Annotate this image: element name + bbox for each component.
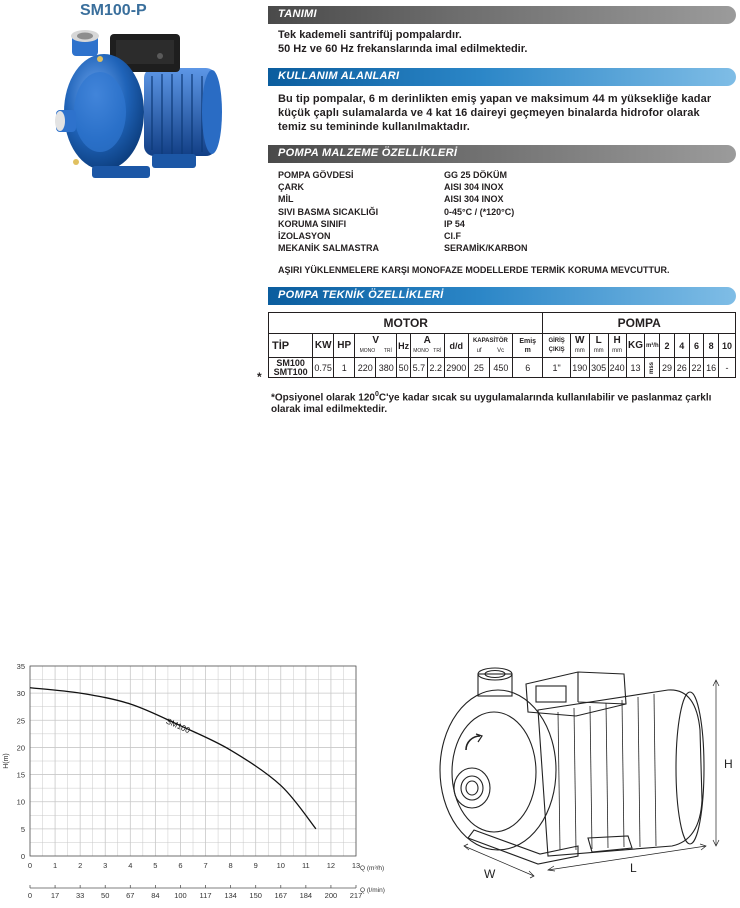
cell-q10: - <box>719 358 736 378</box>
spec-key: ÇARK <box>278 182 304 193</box>
spec-key: MİL <box>278 194 294 205</box>
col-kap-vc: Vc <box>497 347 505 354</box>
thermal-protection-warning: AŞIRI YÜKLENMELERE KARŞI MONOFAZE MODELLERDE TERMİK KORUMA MEVCUTTUR. <box>278 265 670 275</box>
y-tick-label: 35 <box>16 662 25 671</box>
col-giris-label: GİRİŞ <box>548 337 565 344</box>
col-v-label: V <box>372 334 380 346</box>
cell-giris: 1" <box>543 358 570 378</box>
col-w-label: W <box>575 334 585 346</box>
spec-value: AISI 304 INOX <box>444 194 504 205</box>
col-v-mono: MONO <box>359 347 376 354</box>
cell-tip <box>269 358 313 378</box>
cell-tip-mono: SM100 <box>276 357 305 368</box>
col-a-mono: MONO <box>413 347 429 354</box>
cell-mss <box>645 358 660 378</box>
cell-tip-tri: SMT100 <box>273 366 308 377</box>
x2-tick-label: 150 <box>249 891 262 900</box>
spec-row <box>278 242 528 254</box>
cell-kw: 0.75 <box>313 358 334 378</box>
kullanim-line: küçük çaplı sulamalarda ve 4 kat 16 daireyi geçmeyen binalarda hidrofor olarak <box>278 107 700 119</box>
y-tick-label: 5 <box>20 824 25 834</box>
material-spec-list <box>278 169 528 254</box>
note-degree: 0 <box>374 391 379 398</box>
cell-kg: 13 <box>626 358 645 378</box>
curve-label: SM100 <box>164 716 192 736</box>
x2-tick-label: 117 <box>199 891 212 900</box>
spec-key: KORUMA SINIFI <box>278 218 347 229</box>
cell-emis: 6 <box>512 358 543 378</box>
cell-hz: 50 <box>397 358 411 378</box>
section-bar-malzeme <box>268 145 736 163</box>
optional-note <box>271 389 731 416</box>
x-tick-label: 12 <box>326 861 336 870</box>
col-flow-2: 2 <box>660 334 675 358</box>
spec-row <box>278 181 528 193</box>
cell-vc: 450 <box>489 358 512 378</box>
cell-h: 240 <box>608 358 626 378</box>
col-h-unit: mm <box>612 347 623 354</box>
y-tick-label: 30 <box>16 689 25 699</box>
dim-label-l: L <box>630 861 637 875</box>
y-axis-label: H(m) <box>3 753 10 769</box>
x2-tick-label: 100 <box>174 891 187 900</box>
x2-axis-label: Q (l/min) <box>360 887 385 894</box>
table-star-mark: * <box>257 370 262 384</box>
dim-label-w: W <box>484 867 496 881</box>
series-line-sm100 <box>30 688 316 829</box>
x2-tick-label: 217 <box>349 891 363 900</box>
spec-key: POMPA GÖVDESİ <box>278 170 354 180</box>
cell-dd: 2900 <box>444 358 468 378</box>
x2-tick-label: 0 <box>27 891 33 900</box>
group-motor: MOTOR <box>269 313 543 334</box>
section-bar-tanimi <box>268 6 736 24</box>
kullanim-text <box>278 92 738 134</box>
x-tick-label: 0 <box>27 861 33 870</box>
col-cikis-label: ÇIKIŞ <box>548 346 565 353</box>
col-a <box>410 334 444 358</box>
col-flow-unit: m³/h <box>645 334 660 358</box>
spec-row <box>278 206 528 218</box>
x2-tick-label: 200 <box>324 891 338 900</box>
spec-value: IP 54 <box>444 218 465 229</box>
cell-q8: 16 <box>704 358 719 378</box>
x-tick-label: 1 <box>52 861 58 870</box>
x2-tick-label: 167 <box>274 891 288 900</box>
spec-value: 0-45°C / (*120°C) <box>444 206 515 217</box>
cell-a-tri: 2.2 <box>427 358 444 378</box>
col-a-tri: TRİ <box>433 347 442 354</box>
kullanim-line: temiz su temininde kullanılmaktadır. <box>278 121 470 133</box>
cell-q6: 22 <box>689 358 704 378</box>
cell-hp: 1 <box>334 358 355 378</box>
x-tick-label: 13 <box>351 861 361 870</box>
spec-key: SIVI BASMA SICAKLIĞI <box>278 206 379 217</box>
x-axis-label: Q (m³/h) <box>360 865 385 872</box>
col-l-label: L <box>595 334 602 346</box>
x-tick-label: 2 <box>78 861 83 870</box>
section-title-malzeme: POMPA MALZEME ÖZELLİKLERİ <box>278 147 458 159</box>
cell-q4: 26 <box>674 358 689 378</box>
pump-photo <box>52 26 222 194</box>
x-tick-label: 8 <box>228 861 233 870</box>
spec-row <box>278 169 528 181</box>
group-pompa: POMPA <box>543 313 736 334</box>
spec-value: Cl.F <box>444 230 461 241</box>
tanimi-text <box>278 28 527 56</box>
col-dd: d/d <box>444 334 468 358</box>
x-tick-label: 6 <box>178 861 183 870</box>
x2-tick-label: 67 <box>126 891 135 900</box>
col-kap-uf: uf <box>476 347 482 354</box>
col-emis <box>512 334 543 358</box>
col-kg: KG <box>626 334 645 358</box>
x2-tick-label: 134 <box>224 891 237 900</box>
cell-mss-label: mss <box>649 361 656 374</box>
x-tick-label: 7 <box>203 861 208 870</box>
cell-w: 190 <box>570 358 589 378</box>
x-tick-label: 4 <box>128 861 133 870</box>
col-l <box>589 334 608 358</box>
col-kapasitor-label: KAPASİTÖR <box>472 337 508 344</box>
col-hp: HP <box>334 334 355 358</box>
col-emis-label: Emiş <box>519 337 537 345</box>
kullanim-line: Bu tip pompalar, 6 m derinlikten emiş yapan ve maksimum 44 m yüksekliğe kadar <box>278 93 712 105</box>
col-w-unit: mm <box>574 347 585 354</box>
section-title-kullanim: KULLANIM ALANLARI <box>278 70 400 82</box>
cell-l: 305 <box>589 358 608 378</box>
cell-v-tri: 380 <box>376 358 397 378</box>
x2-tick-label: 84 <box>151 891 160 900</box>
cell-a-mono: 5.7 <box>410 358 427 378</box>
col-v-tri: TRİ <box>383 347 392 354</box>
y-tick-label: 15 <box>16 770 25 780</box>
tanimi-line: 50 Hz ve 60 Hz frekanslarında imal edilmektedir. <box>278 43 528 55</box>
technical-spec-table <box>268 312 736 378</box>
performance-curve-chart <box>0 656 400 908</box>
spec-row <box>278 218 528 230</box>
col-a-label: A <box>423 334 431 346</box>
x-tick-label: 5 <box>153 861 158 870</box>
dimension-drawing <box>428 650 740 890</box>
col-giris <box>543 334 570 358</box>
x-tick-label: 11 <box>301 861 310 870</box>
model-title: SM100-P <box>80 2 147 19</box>
y-tick-label: 10 <box>16 797 25 807</box>
spec-value: AISI 304 INOX <box>444 182 504 193</box>
section-title-tanimi: TANIMI <box>278 8 317 20</box>
x2-tick-label: 17 <box>50 891 60 900</box>
cell-uf: 25 <box>468 358 489 378</box>
col-h-label: H <box>613 334 621 346</box>
col-flow-8: 8 <box>704 334 719 358</box>
col-w <box>570 334 589 358</box>
section-bar-teknik <box>268 287 736 305</box>
tanimi-line: Tek kademeli santrifüj pompalardır. <box>278 29 462 41</box>
spec-key: MEKANİK SALMASTRA <box>278 243 379 254</box>
section-bar-kullanim <box>268 68 736 86</box>
col-h <box>608 334 626 358</box>
x2-tick-label: 33 <box>75 891 85 900</box>
note-pre: *Opsiyonel olarak 120 <box>271 392 375 404</box>
col-flow-4: 4 <box>674 334 689 358</box>
dim-label-h: H <box>724 757 733 771</box>
col-flow-6: 6 <box>689 334 704 358</box>
x2-tick-label: 184 <box>299 891 313 900</box>
col-l-unit: mm <box>593 347 604 354</box>
y-tick-label: 25 <box>16 716 25 726</box>
col-tip: TİP <box>269 334 313 358</box>
x-tick-label: 10 <box>276 861 285 870</box>
col-kw: KW <box>313 334 334 358</box>
col-v <box>355 334 397 358</box>
spec-row <box>278 193 528 205</box>
col-kapasitor <box>468 334 512 358</box>
col-emis-unit: m <box>524 346 531 354</box>
cell-q2: 29 <box>660 358 675 378</box>
note-post: C'ye kadar sıcak su uygulamalarında kullanılabilir ve paslanmaz çarklı olarak imal edilmektedir. <box>271 392 712 416</box>
spec-value: SERAMİK/KARBON <box>444 243 528 254</box>
section-title-teknik: POMPA TEKNİK ÖZELLİKLERİ <box>278 289 444 301</box>
col-flow-10: 10 <box>719 334 736 358</box>
spec-value: GG 25 DÖKÜM <box>444 170 508 180</box>
spec-key: İZOLASYON <box>278 230 331 241</box>
x2-tick-label: 50 <box>101 891 110 900</box>
y-tick-label: 20 <box>16 743 25 753</box>
x-tick-label: 9 <box>253 861 258 870</box>
cell-v-mono: 220 <box>355 358 376 378</box>
spec-row <box>278 230 528 242</box>
table-row <box>269 358 736 378</box>
col-hz: Hz <box>397 334 411 358</box>
x-tick-label: 3 <box>103 861 108 870</box>
y-tick-label: 0 <box>20 852 25 861</box>
